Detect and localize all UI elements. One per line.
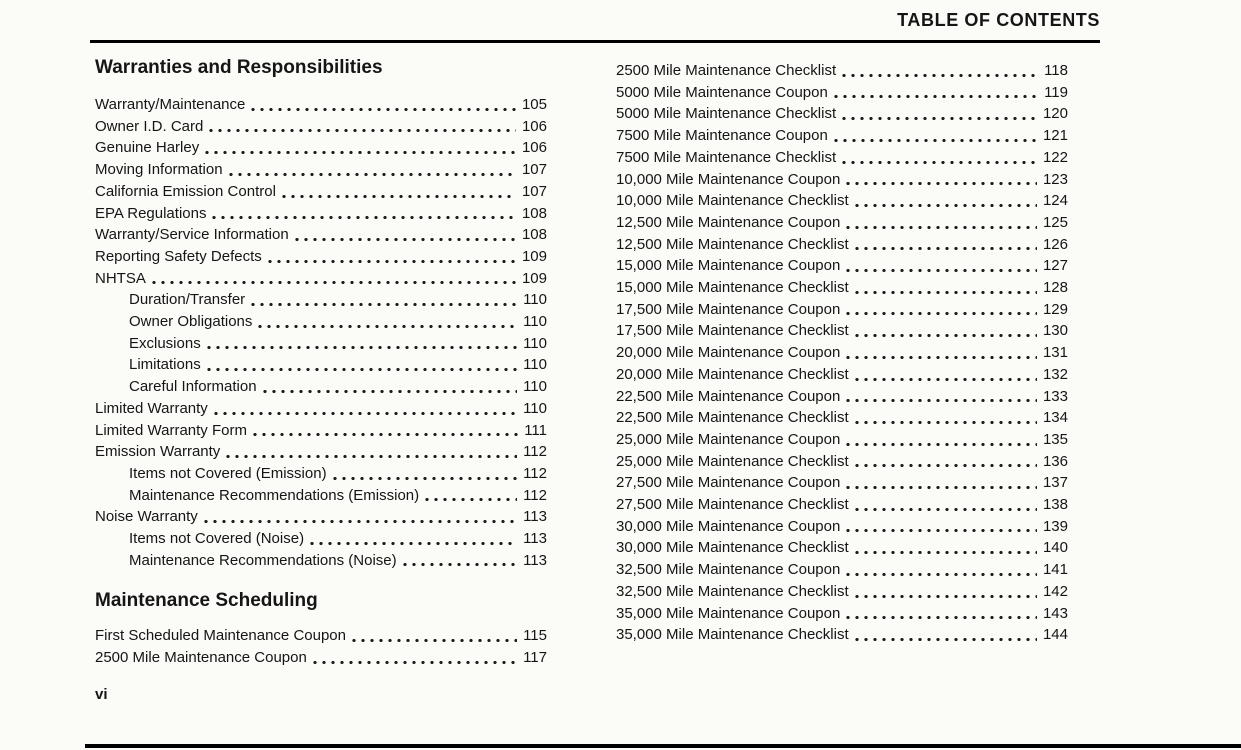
entry-page: 144 — [1042, 626, 1068, 644]
dot-leader — [846, 312, 1037, 315]
entry-label: EPA Regulations — [95, 204, 207, 222]
entry-page: 110 — [523, 378, 547, 396]
entry-page: 120 — [1042, 105, 1068, 123]
entry-page: 126 — [1042, 235, 1068, 253]
toc-entry — [95, 311, 547, 333]
toc-entry — [95, 354, 547, 376]
entry-label: 17,500 Mile Maintenance Checklist — [616, 322, 849, 340]
dot-leader — [846, 529, 1037, 532]
entry-page: 107 — [521, 182, 547, 200]
toc-entry — [95, 398, 547, 420]
dot-leader — [152, 281, 516, 284]
entry-label: 25,000 Mile Maintenance Checklist — [616, 452, 849, 470]
toc-entry — [616, 386, 1068, 408]
toc-entry — [95, 224, 547, 246]
section-heading: Warranties and Responsibilities — [95, 57, 383, 78]
entry-page: 129 — [1042, 300, 1068, 318]
toc-entry — [616, 472, 1068, 494]
toc-entry — [95, 181, 547, 203]
toc-entry — [616, 342, 1068, 364]
entry-page: 131 — [1042, 344, 1068, 362]
dot-leader — [251, 303, 517, 306]
entry-label: California Emission Control — [95, 182, 276, 200]
toc-entry — [616, 320, 1068, 342]
dot-leader — [204, 520, 517, 523]
dot-leader — [855, 378, 1037, 381]
toc-entry — [616, 169, 1068, 191]
entry-page: 139 — [1042, 517, 1068, 535]
dot-leader — [207, 346, 517, 349]
entry-page: 109 — [521, 247, 547, 265]
dot-leader — [253, 433, 518, 436]
entry-page: 142 — [1042, 582, 1068, 600]
entry-page: 124 — [1042, 192, 1068, 210]
dot-leader — [207, 368, 517, 371]
toc-entry — [616, 212, 1068, 234]
toc-entry — [95, 485, 547, 507]
entry-label: Limited Warranty — [95, 399, 208, 417]
dot-leader — [855, 638, 1037, 641]
entry-page: 105 — [521, 96, 547, 113]
toc-entry — [95, 333, 547, 355]
entry-page: 130 — [1042, 322, 1068, 340]
entry-label: 10,000 Mile Maintenance Checklist — [616, 192, 849, 210]
entry-page: 109 — [521, 269, 547, 287]
entry-label: 22,500 Mile Maintenance Coupon — [616, 387, 841, 405]
dot-leader — [842, 74, 1038, 77]
entry-label: 35,000 Mile Maintenance Checklist — [616, 626, 849, 644]
dot-leader — [226, 455, 517, 458]
entry-page: 112 — [523, 486, 547, 504]
toc-entry — [616, 624, 1068, 646]
toc-entry — [616, 559, 1068, 581]
entry-page: 110 — [523, 291, 547, 309]
entry-label: 27,500 Mile Maintenance Checklist — [616, 496, 849, 514]
dot-leader — [209, 129, 516, 132]
toc-entry — [616, 364, 1068, 386]
toc-entry — [616, 603, 1068, 625]
entry-page: 110 — [523, 313, 547, 331]
toc-entry — [95, 376, 547, 398]
entry-page: 134 — [1042, 409, 1068, 427]
entry-label: Warranty/Maintenance — [95, 96, 246, 113]
toc-entry — [616, 103, 1068, 125]
toc-entry — [616, 82, 1068, 104]
entry-label: Maintenance Recommendations (Emission) — [129, 486, 420, 504]
dot-leader — [251, 108, 516, 111]
dot-leader — [855, 291, 1037, 294]
entry-label: Genuine Harley — [95, 139, 200, 157]
dot-leader — [846, 616, 1037, 619]
entry-label: Moving Information — [95, 161, 223, 179]
entry-label: Limitations — [129, 356, 201, 374]
entry-label: 32,500 Mile Maintenance Coupon — [616, 561, 841, 579]
entry-label: NHTSA — [95, 269, 146, 287]
left-column — [95, 56, 547, 669]
entry-label: 12,500 Mile Maintenance Coupon — [616, 213, 841, 231]
dot-leader — [846, 269, 1037, 272]
toc-entry — [616, 581, 1068, 603]
dot-leader — [834, 95, 1038, 98]
toc-entry — [616, 494, 1068, 516]
entry-label: Maintenance Recommendations (Noise) — [129, 551, 397, 569]
header-rule — [90, 40, 1100, 43]
entry-label: Emission Warranty — [95, 443, 221, 461]
bottom-rule — [85, 744, 1241, 748]
dot-leader — [855, 334, 1037, 337]
toc-entry — [616, 516, 1068, 538]
dot-leader — [295, 238, 516, 241]
entry-page: 113 — [523, 551, 547, 569]
entry-page: 115 — [523, 627, 547, 645]
toc-entry — [95, 420, 547, 442]
dot-leader — [855, 204, 1037, 207]
dot-leader — [855, 595, 1037, 598]
entry-label: Duration/Transfer — [129, 291, 246, 309]
entry-label: First Scheduled Maintenance Coupon — [95, 627, 346, 645]
entry-label: 15,000 Mile Maintenance Checklist — [616, 279, 849, 297]
page-number: vi — [95, 686, 108, 703]
entry-page: 132 — [1042, 365, 1068, 383]
toc-entry — [616, 429, 1068, 451]
entry-label: 2500 Mile Maintenance Checklist — [616, 62, 837, 79]
toc-entry — [95, 159, 547, 181]
toc-entry — [616, 190, 1068, 212]
dot-leader — [425, 498, 517, 501]
toc-entry — [616, 407, 1068, 429]
dot-leader — [214, 412, 517, 415]
entry-label: 10,000 Mile Maintenance Coupon — [616, 170, 841, 188]
entry-page: 119 — [1044, 83, 1068, 101]
toc-entry — [95, 246, 547, 268]
dot-leader — [352, 639, 517, 642]
right-column — [616, 60, 1068, 646]
section-heading: Maintenance Scheduling — [95, 590, 318, 612]
entry-page: 137 — [1042, 474, 1068, 492]
dot-leader — [282, 195, 516, 198]
entry-page: 110 — [523, 334, 547, 352]
dot-leader — [834, 139, 1037, 142]
entry-page: 107 — [521, 161, 547, 179]
dot-leader — [855, 508, 1037, 511]
dot-leader — [842, 117, 1037, 120]
dot-leader — [846, 443, 1037, 446]
entry-page: 106 — [521, 139, 547, 157]
dot-leader — [212, 216, 516, 219]
entry-page: 122 — [1042, 148, 1068, 166]
entry-label: Owner I.D. Card — [95, 117, 204, 135]
toc-entry — [95, 441, 547, 463]
entry-label: 25,000 Mile Maintenance Coupon — [616, 430, 841, 448]
entry-label: Owner Obligations — [129, 313, 253, 331]
entry-page: 123 — [1042, 170, 1068, 188]
entry-label: 5000 Mile Maintenance Checklist — [616, 105, 837, 123]
entry-label: 32,500 Mile Maintenance Checklist — [616, 582, 849, 600]
toc-entry — [95, 463, 547, 485]
entry-page: 110 — [523, 399, 547, 417]
dot-leader — [310, 542, 517, 545]
entry-page: 113 — [523, 508, 547, 526]
dot-leader — [846, 486, 1037, 489]
toc-entry — [616, 147, 1068, 169]
entry-label: 7500 Mile Maintenance Checklist — [616, 148, 837, 166]
toc-entry — [95, 625, 547, 647]
entry-label: 5000 Mile Maintenance Coupon — [616, 83, 828, 101]
entry-page: 125 — [1042, 213, 1068, 231]
dot-leader — [333, 477, 518, 480]
entry-page: 111 — [524, 421, 547, 439]
toc-entry — [616, 60, 1068, 82]
entry-page: 113 — [523, 530, 547, 548]
entry-page: 110 — [523, 356, 547, 374]
entry-page: 112 — [523, 464, 547, 482]
entry-page: 143 — [1042, 604, 1068, 622]
dot-leader — [846, 226, 1037, 229]
entry-page: 133 — [1042, 387, 1068, 405]
toc-entry — [95, 116, 547, 138]
entry-label: 30,000 Mile Maintenance Coupon — [616, 517, 841, 535]
dot-leader — [855, 421, 1037, 424]
toc-entry — [616, 277, 1068, 299]
toc-entry — [616, 125, 1068, 147]
toc-entry — [616, 451, 1068, 473]
entry-page: 128 — [1042, 279, 1068, 297]
entry-page: 108 — [521, 204, 547, 222]
dot-leader — [403, 563, 517, 566]
toc-entry — [616, 537, 1068, 559]
entry-page: 140 — [1042, 539, 1068, 557]
entry-page: 117 — [523, 649, 547, 667]
entry-label: Warranty/Service Information — [95, 226, 289, 244]
entry-page: 138 — [1042, 496, 1068, 514]
dot-leader — [846, 399, 1037, 402]
page-title: TABLE OF CONTENTS — [897, 10, 1100, 30]
entry-page: 136 — [1042, 452, 1068, 470]
entry-label: 20,000 Mile Maintenance Coupon — [616, 344, 841, 362]
entry-page: 141 — [1042, 561, 1068, 579]
entry-label: 15,000 Mile Maintenance Coupon — [616, 257, 841, 275]
toc-entry — [95, 506, 547, 528]
toc-entry — [95, 550, 547, 572]
toc-entry — [616, 234, 1068, 256]
dot-leader — [842, 161, 1037, 164]
entry-label: 22,500 Mile Maintenance Checklist — [616, 409, 849, 427]
dot-leader — [846, 356, 1037, 359]
entry-label: 20,000 Mile Maintenance Checklist — [616, 365, 849, 383]
toc-entry — [95, 203, 547, 225]
toc-entry — [95, 268, 547, 290]
entry-page: 127 — [1042, 257, 1068, 275]
entry-label: 35,000 Mile Maintenance Coupon — [616, 604, 841, 622]
entry-page: 112 — [523, 443, 547, 461]
entry-page: 108 — [521, 226, 547, 244]
toc-entry — [95, 647, 547, 669]
dot-leader — [313, 661, 517, 664]
dot-leader — [846, 573, 1037, 576]
entry-label: Noise Warranty — [95, 508, 198, 526]
entry-label: Exclusions — [129, 334, 201, 352]
toc-entry — [95, 94, 547, 116]
dot-leader — [258, 325, 517, 328]
dot-leader — [229, 173, 516, 176]
entry-label: 2500 Mile Maintenance Coupon — [95, 649, 307, 667]
entry-label: Careful Information — [129, 378, 257, 396]
dot-leader — [268, 260, 516, 263]
toc-entry — [95, 289, 547, 311]
dot-leader — [205, 151, 516, 154]
toc-entry — [616, 299, 1068, 321]
entry-label: 7500 Mile Maintenance Coupon — [616, 127, 828, 145]
dot-leader — [855, 551, 1037, 554]
entry-page: 135 — [1042, 430, 1068, 448]
dot-leader — [855, 247, 1037, 250]
entry-label: Reporting Safety Defects — [95, 247, 262, 265]
toc-entry — [95, 528, 547, 550]
dot-leader — [263, 390, 518, 393]
entry-label: 30,000 Mile Maintenance Checklist — [616, 539, 849, 557]
entry-page: 121 — [1042, 127, 1068, 145]
entry-label: Items not Covered (Emission) — [129, 464, 327, 482]
entry-page: 118 — [1044, 62, 1068, 79]
toc-entry — [616, 255, 1068, 277]
dot-leader — [855, 464, 1037, 467]
dot-leader — [846, 182, 1037, 185]
entry-label: 12,500 Mile Maintenance Checklist — [616, 235, 849, 253]
entry-label: 17,500 Mile Maintenance Coupon — [616, 300, 841, 318]
entry-label: 27,500 Mile Maintenance Coupon — [616, 474, 841, 492]
entry-label: Limited Warranty Form — [95, 421, 247, 439]
toc-entry — [95, 137, 547, 159]
entry-page: 106 — [521, 117, 547, 135]
entry-label: Items not Covered (Noise) — [129, 530, 305, 548]
